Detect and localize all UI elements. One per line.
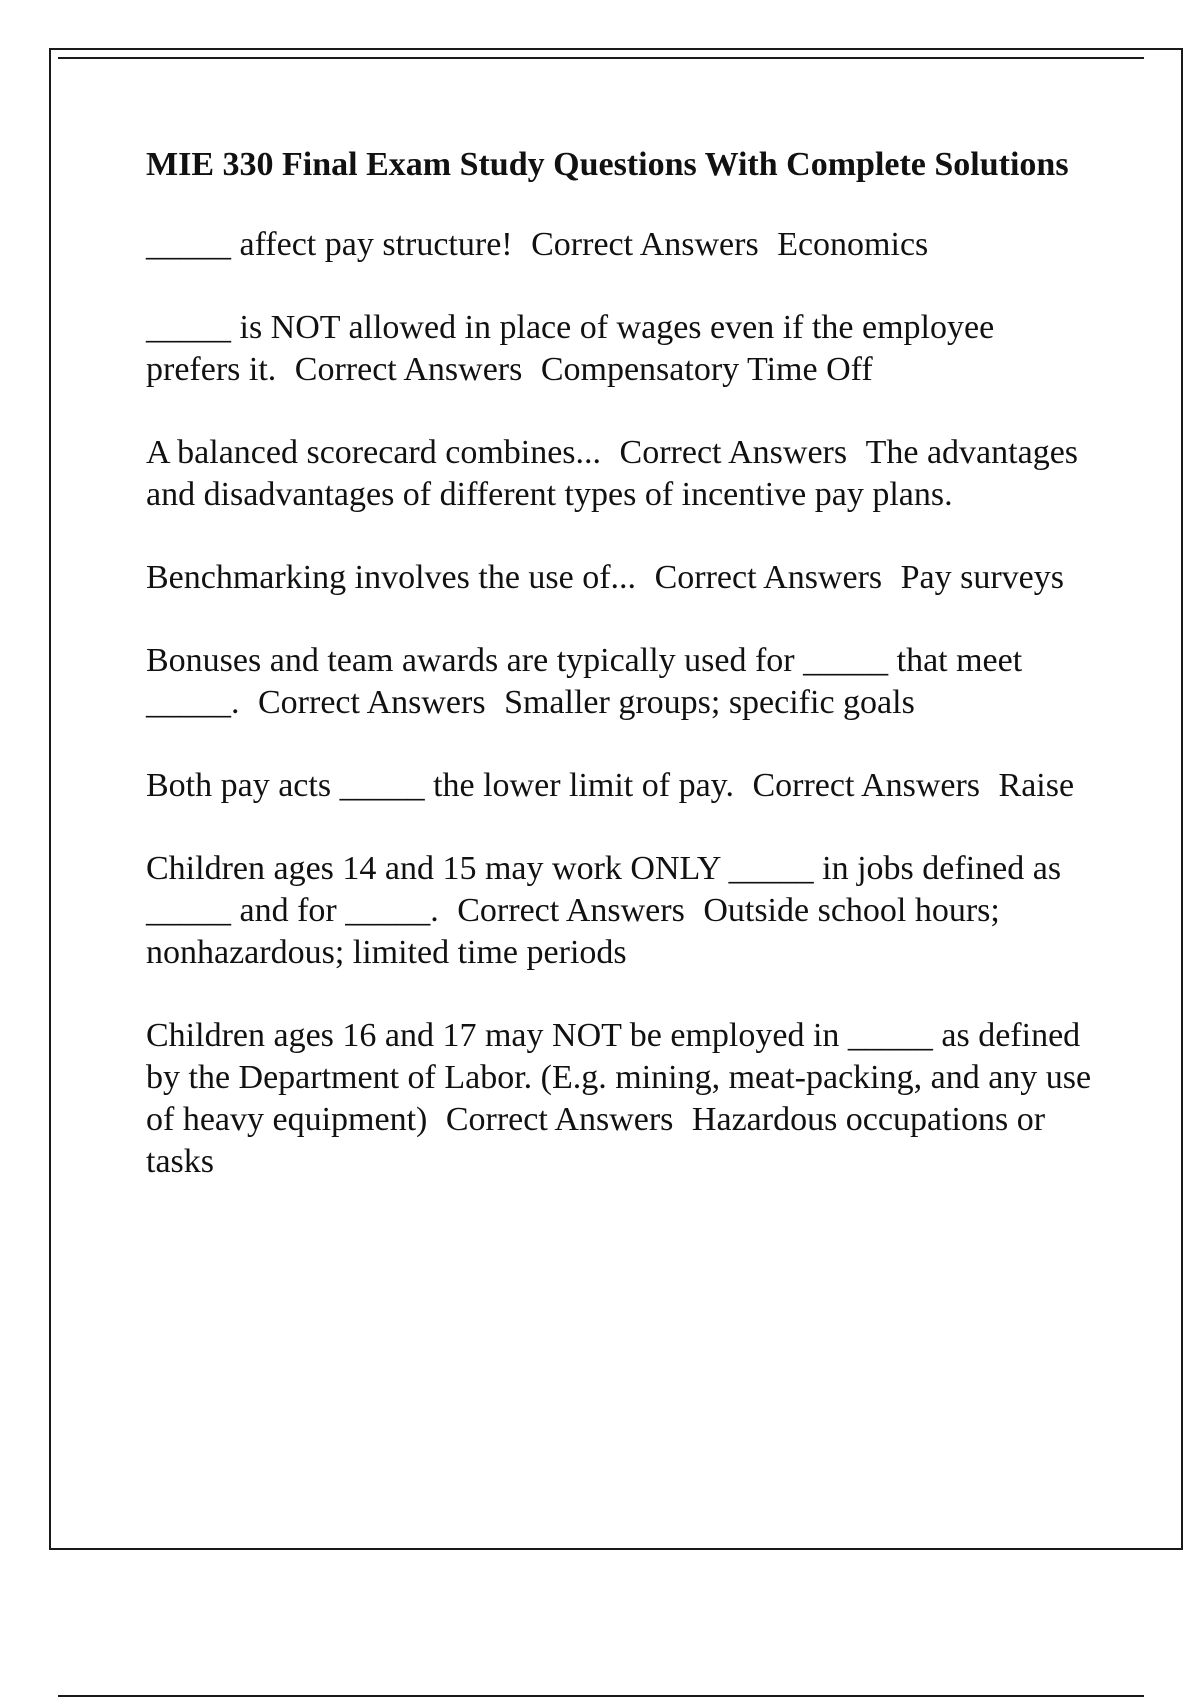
answer-label: Correct Answers: [654, 559, 883, 596]
question-text: Children ages 14 and 15 may work ONLY _____ in jobs defined as _____ and for _____.: [146, 850, 1062, 929]
answer-label: Correct Answers: [294, 351, 523, 388]
answer-label: Correct Answers: [752, 767, 981, 804]
top-rule: [58, 57, 1144, 59]
question-text: Both pay acts _____ the lower limit of pay.: [146, 767, 734, 804]
qa-item: [146, 848, 1096, 974]
document-body: [146, 144, 1096, 1224]
answer-text: Economics: [777, 226, 929, 263]
qa-item: [146, 765, 1096, 807]
answer-text: Pay surveys: [900, 559, 1065, 596]
answer-text: Smaller groups; specific goals: [504, 684, 915, 721]
question-text: _____ is NOT allowed in place of wages even if the employee prefers it.: [146, 309, 995, 388]
question-text: _____ affect pay structure!: [146, 226, 513, 263]
qa-item: [146, 557, 1096, 599]
answer-label: Correct Answers: [457, 892, 685, 929]
qa-item: [146, 1015, 1096, 1183]
bottom-rule: [58, 1695, 1144, 1697]
answer-text: Compensatory Time Off: [540, 351, 873, 388]
question-text: Benchmarking involves the use of...: [146, 559, 637, 596]
qa-item: [146, 307, 1096, 391]
answer-label: Correct Answers: [531, 226, 759, 263]
qa-item: [146, 640, 1096, 724]
answer-text: The advantages and disadvantages of different types of incentive pay plans.: [146, 434, 1079, 513]
answer-label: Correct Answers: [258, 684, 486, 721]
qa-item: [146, 432, 1096, 516]
qa-item: [146, 224, 1096, 266]
answer-label: Correct Answers: [619, 434, 848, 471]
page-title: MIE 330 Final Exam Study Questions With Complete Solutions: [146, 146, 1069, 183]
answer-text: Outside school hours; nonhazardous; limited time periods: [146, 892, 1000, 971]
question-text: Children ages 16 and 17 may NOT be employed in _____ as defined by the Department of Labor. (E.g. mining, meat-packing, and any use of heavy equipment): [146, 1017, 1092, 1138]
answer-label: Correct Answers: [445, 1101, 674, 1138]
answer-text: Hazardous occupations or tasks: [146, 1101, 1046, 1180]
question-text: Bonuses and team awards are typically used for _____ that meet _____.: [146, 642, 1023, 721]
answer-text: Raise: [998, 767, 1075, 804]
question-text: A balanced scorecard combines...: [146, 434, 602, 471]
